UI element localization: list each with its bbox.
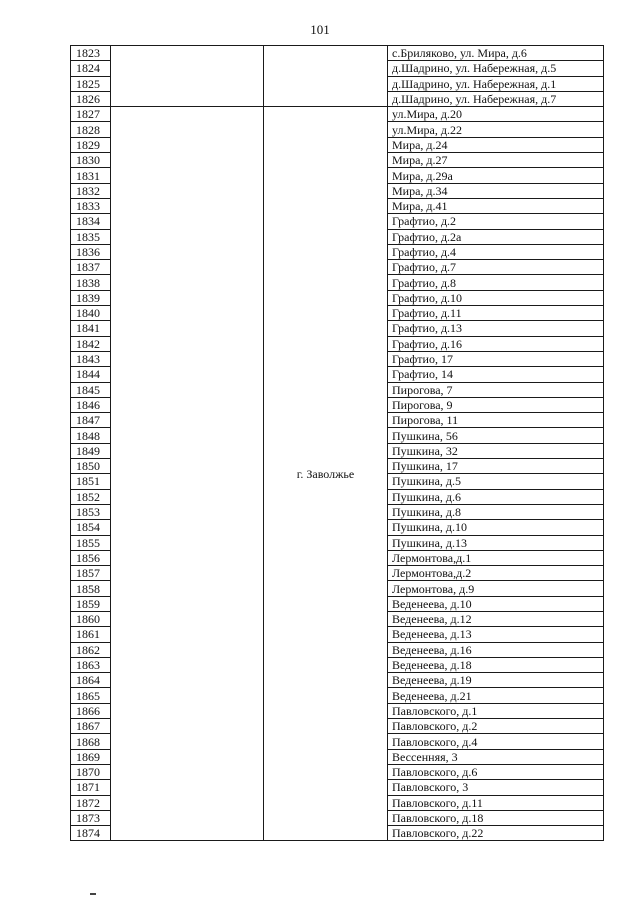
row-number: 1845: [71, 382, 111, 397]
row-number: 1826: [71, 91, 111, 106]
address-cell: Пушкина, 17: [388, 459, 604, 474]
row-number: 1867: [71, 719, 111, 734]
address-cell: Павловского, д.2: [388, 719, 604, 734]
row-number: 1846: [71, 397, 111, 412]
row-number: 1833: [71, 198, 111, 213]
address-cell: Мира, д.24: [388, 137, 604, 152]
address-cell: Пушкина, д.13: [388, 535, 604, 550]
address-cell: Веденеева, д.18: [388, 657, 604, 672]
row-number: 1863: [71, 657, 111, 672]
address-cell: Мира, д.34: [388, 183, 604, 198]
row-number: 1847: [71, 413, 111, 428]
address-cell: Веденеева, д.16: [388, 642, 604, 657]
address-cell: Павловского, 3: [388, 780, 604, 795]
table-row: [71, 46, 604, 61]
row-number: 1856: [71, 550, 111, 565]
row-number: 1837: [71, 260, 111, 275]
row-number: 1866: [71, 703, 111, 718]
row-number: 1868: [71, 734, 111, 749]
address-cell: Павловского, д.11: [388, 795, 604, 810]
address-cell: Павловского, д.6: [388, 764, 604, 779]
address-cell: Лермонтова,д.2: [388, 566, 604, 581]
address-cell: с.Бриляково, ул. Мира, д.6: [388, 46, 604, 61]
address-cell: Графтио, 17: [388, 351, 604, 366]
row-number: 1823: [71, 46, 111, 61]
address-table: [70, 45, 604, 841]
address-cell: Пирогова, 7: [388, 382, 604, 397]
address-cell: Графтио, д.2а: [388, 229, 604, 244]
row-number: 1841: [71, 321, 111, 336]
address-cell: Графтио, д.7: [388, 260, 604, 275]
row-number: 1864: [71, 673, 111, 688]
address-cell: Лермонтова,д.1: [388, 550, 604, 565]
address-cell: Пушкина, д.8: [388, 504, 604, 519]
district-cell: [111, 46, 264, 107]
row-number: 1870: [71, 764, 111, 779]
row-number: 1844: [71, 367, 111, 382]
scan-mark: [90, 893, 96, 895]
address-cell: Мира, д.41: [388, 198, 604, 213]
address-cell: Графтио, д.8: [388, 275, 604, 290]
row-number: 1831: [71, 168, 111, 183]
address-cell: Веденеева, д.21: [388, 688, 604, 703]
address-cell: Графтио, д.13: [388, 321, 604, 336]
row-number: 1858: [71, 581, 111, 596]
row-number: 1852: [71, 489, 111, 504]
address-cell: Веденеева, д.10: [388, 596, 604, 611]
row-number: 1836: [71, 244, 111, 259]
address-cell: Вессенняя, 3: [388, 749, 604, 764]
row-number: 1873: [71, 810, 111, 825]
row-number: 1855: [71, 535, 111, 550]
page-number: 101: [310, 22, 330, 37]
row-number: 1865: [71, 688, 111, 703]
row-number: 1840: [71, 306, 111, 321]
district-cell: [111, 107, 264, 841]
row-number: 1825: [71, 76, 111, 91]
row-number: 1850: [71, 459, 111, 474]
table-body: [71, 46, 604, 841]
row-number: 1835: [71, 229, 111, 244]
row-number: 1862: [71, 642, 111, 657]
row-number: 1829: [71, 137, 111, 152]
row-number: 1854: [71, 520, 111, 535]
row-number: 1853: [71, 504, 111, 519]
row-number: 1848: [71, 428, 111, 443]
address-cell: Мира, д.27: [388, 153, 604, 168]
address-cell: Графтио, д.2: [388, 214, 604, 229]
row-number: 1839: [71, 290, 111, 305]
row-number: 1830: [71, 153, 111, 168]
row-number: 1832: [71, 183, 111, 198]
address-cell: ул.Мира, д.22: [388, 122, 604, 137]
address-cell: Пирогова, 9: [388, 397, 604, 412]
address-cell: ул.Мира, д.20: [388, 107, 604, 122]
address-cell: Графтио, д.4: [388, 244, 604, 259]
row-number: 1849: [71, 443, 111, 458]
address-cell: Пушкина, д.6: [388, 489, 604, 504]
address-cell: Веденеева, д.13: [388, 627, 604, 642]
row-number: 1859: [71, 596, 111, 611]
address-cell: Пушкина, д.5: [388, 474, 604, 489]
row-number: 1843: [71, 351, 111, 366]
row-number: 1857: [71, 566, 111, 581]
address-cell: Графтио, д.16: [388, 336, 604, 351]
row-number: 1842: [71, 336, 111, 351]
address-cell: Павловского, д.1: [388, 703, 604, 718]
address-cell: Графтио, д.11: [388, 306, 604, 321]
address-cell: Веденеева, д.19: [388, 673, 604, 688]
row-number: 1874: [71, 826, 111, 841]
address-cell: д.Шадрино, ул. Набережная, д.5: [388, 61, 604, 76]
address-cell: Пушкина, д.10: [388, 520, 604, 535]
row-number: 1860: [71, 611, 111, 626]
address-cell: д.Шадрино, ул. Набережная, д.7: [388, 91, 604, 106]
row-number: 1824: [71, 61, 111, 76]
address-cell: Графтио, д.10: [388, 290, 604, 305]
address-cell: Павловского, д.22: [388, 826, 604, 841]
address-cell: Пушкина, 56: [388, 428, 604, 443]
address-cell: Лермонтова, д.9: [388, 581, 604, 596]
address-cell: д.Шадрино, ул. Набережная, д.1: [388, 76, 604, 91]
row-number: 1827: [71, 107, 111, 122]
row-number: 1869: [71, 749, 111, 764]
row-number: 1861: [71, 627, 111, 642]
address-cell: Павловского, д.4: [388, 734, 604, 749]
settlement-cell: [264, 46, 388, 107]
address-cell: Мира, д.29а: [388, 168, 604, 183]
address-cell: Графтио, 14: [388, 367, 604, 382]
address-cell: Павловского, д.18: [388, 810, 604, 825]
row-number: 1872: [71, 795, 111, 810]
row-number: 1834: [71, 214, 111, 229]
address-cell: Пушкина, 32: [388, 443, 604, 458]
row-number: 1851: [71, 474, 111, 489]
row-number: 1871: [71, 780, 111, 795]
address-cell: Веденеева, д.12: [388, 611, 604, 626]
settlement-cell: г. Заволжье: [264, 107, 388, 841]
address-cell: Пирогова, 11: [388, 413, 604, 428]
table-row: [71, 107, 604, 122]
row-number: 1838: [71, 275, 111, 290]
row-number: 1828: [71, 122, 111, 137]
